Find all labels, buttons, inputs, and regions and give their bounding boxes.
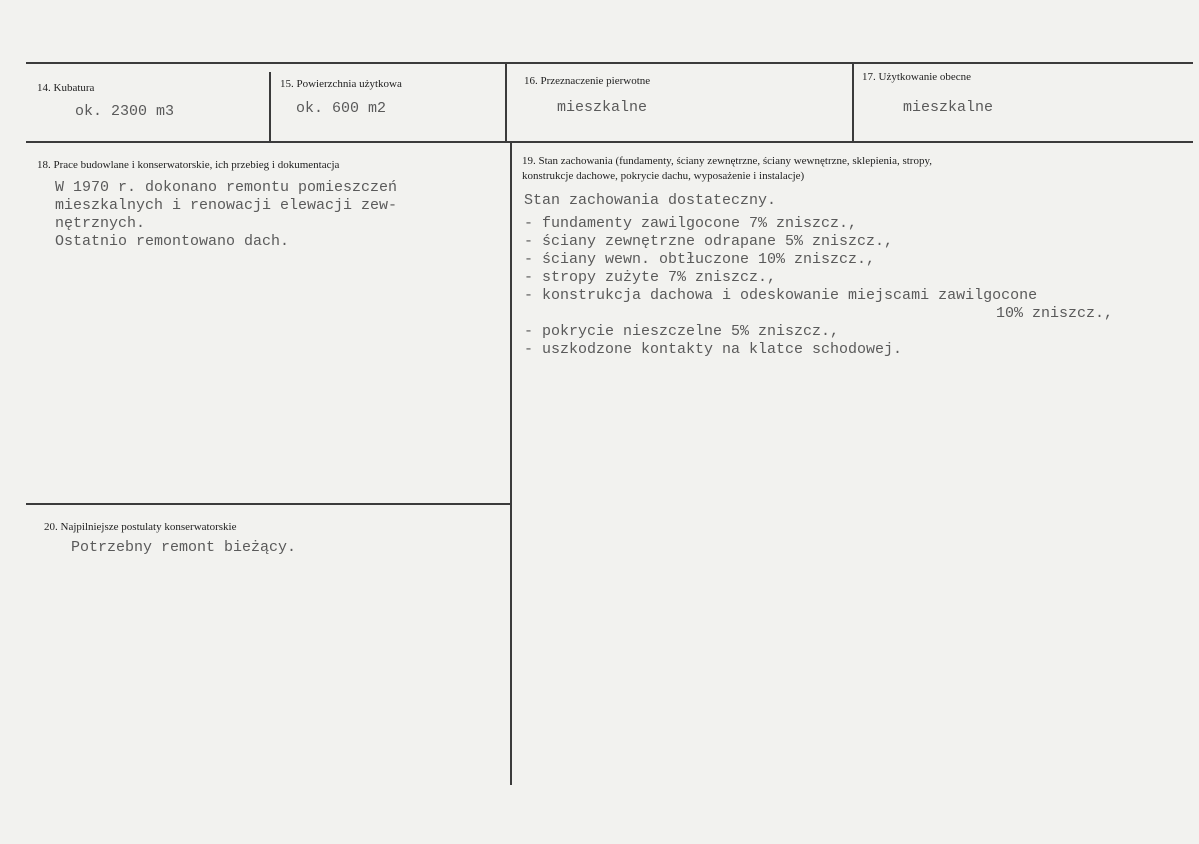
- postulaty-label: 20. Najpilniejsze postulaty konserwatorskie: [44, 521, 237, 533]
- col-divider-1: [269, 72, 271, 143]
- top-rule: [26, 62, 1193, 64]
- stan-line: - ściany wewn. obtłuczone 10% zniszcz.,: [524, 251, 876, 268]
- stan-line: - konstrukcja dachowa i odeskowanie miejscami zawilgocone: [524, 287, 1038, 304]
- prace-text: [55, 179, 397, 251]
- stan-line: - stropy zużyte 7% zniszcz.,: [524, 269, 777, 286]
- stan-line: 10% zniszcz.,: [996, 305, 1114, 322]
- row-divider: [26, 141, 1193, 143]
- powierzchnia-value: ok. 600 m2: [296, 100, 387, 117]
- stan-line: - ściany zewnętrzne odrapane 5% zniszcz.,: [524, 233, 894, 250]
- stan-intro: Stan zachowania dostateczny.: [524, 192, 777, 209]
- col-divider-2: [505, 63, 507, 143]
- przeznaczenie-label: 16. Przeznaczenie pierwotne: [524, 75, 651, 87]
- kubatura-label: 14. Kubatura: [37, 82, 95, 94]
- postulaty-value: Potrzebny remont bieżący.: [71, 539, 297, 556]
- stan-line: - pokrycie nieszczelne 5% zniszcz.,: [524, 323, 840, 340]
- powierzchnia-label: 15. Powierzchnia użytkowa: [280, 78, 402, 90]
- uzytkowanie-value: mieszkalne: [903, 99, 994, 116]
- col-divider-3: [852, 63, 854, 141]
- kubatura-value: ok. 2300 m3: [75, 103, 175, 120]
- stan-label-line1: 19. Stan zachowania (fundamenty, ściany zewnętrzne, ściany wewnętrzne, sklepienia, stropy,: [522, 155, 933, 167]
- stan-line: - fundamenty zawilgocone 7% zniszcz.,: [524, 215, 858, 232]
- prace-line: Ostatnio remontowano dach.: [55, 233, 290, 250]
- przeznaczenie-value: mieszkalne: [557, 99, 648, 116]
- stan-list: [524, 215, 1113, 359]
- uzytkowanie-label: 17. Użytkowanie obecne: [862, 71, 972, 83]
- prace-label: 18. Prace budowlane i konserwatorskie, ich przebieg i dokumentacja: [37, 159, 340, 171]
- section-divider: [26, 503, 510, 505]
- prace-line: nętrznych.: [55, 215, 146, 232]
- prace-line: W 1970 r. dokonano remontu pomieszczeń: [55, 179, 398, 196]
- main-divider: [510, 143, 512, 785]
- prace-line: mieszkalnych i renowacji elewacji zew-: [55, 197, 398, 214]
- stan-line: - uszkodzone kontakty na klatce schodowej.: [524, 341, 903, 358]
- stan-label-line2: konstrukcje dachowe, pokrycie dachu, wyposażenie i instalacje): [522, 170, 805, 182]
